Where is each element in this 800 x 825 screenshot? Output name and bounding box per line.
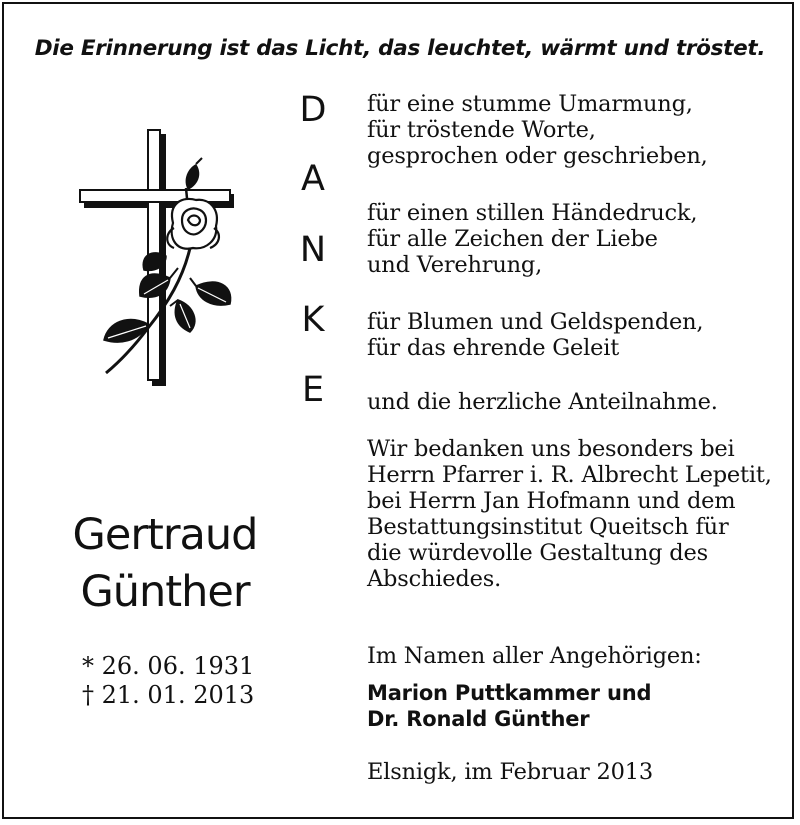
birth-date: * 26. 06. 1931 [82, 652, 255, 680]
special-thanks [367, 436, 787, 592]
thanks-line: für das ehrende Geleit [367, 335, 620, 361]
danke-letter-n: N [299, 230, 327, 270]
signature-intro: Im Namen aller Angehörigen: [367, 643, 702, 669]
danke-letter-d: D [299, 90, 327, 130]
thanks-line: für tröstende Worte, [367, 117, 596, 143]
signature-name-line: Marion Puttkammer und [367, 681, 652, 705]
thanks-line: und die herzliche Anteilnahme. [367, 389, 718, 415]
special-thanks-line: Abschiedes. [367, 566, 502, 592]
special-thanks-line: bei Herrn Jan Hofmann und dem [367, 488, 736, 514]
special-thanks-line: Bestattungsinstitut Queitsch für [367, 514, 729, 540]
deceased-last-name: Günther [80, 567, 250, 617]
thanks-line: und Verehrung, [367, 252, 543, 278]
special-thanks-line: Wir bedanken uns besonders bei [367, 436, 735, 462]
danke-letter-a: A [301, 159, 325, 199]
place-date: Elsnigk, im Februar 2013 [367, 759, 654, 785]
signature-names [367, 680, 787, 732]
thanks-paragraph-3 [367, 309, 787, 361]
danke-letter-e: E [301, 370, 325, 410]
cross-with-rose-icon [78, 128, 248, 388]
thanks-paragraph-1 [367, 91, 787, 169]
danke-letter-k: K [301, 300, 325, 340]
signature-name-line: Dr. Ronald Günther [367, 707, 590, 731]
thanks-line: für eine stumme Umarmung, [367, 91, 693, 117]
thanks-line: gesprochen oder geschrieben, [367, 143, 708, 169]
special-thanks-line: die würdevolle Gestaltung des [367, 540, 708, 566]
thanks-line: für alle Zeichen der Liebe [367, 226, 658, 252]
thanks-paragraph-4 [367, 389, 787, 415]
thanks-line: für einen stillen Händedruck, [367, 200, 698, 226]
death-date: † 21. 01. 2013 [82, 681, 255, 709]
motto: Die Erinnerung ist das Licht, das leuchtet, wärmt und tröstet. [34, 36, 766, 61]
thanks-line: für Blumen und Geldspenden, [367, 309, 704, 335]
special-thanks-line: Herrn Pfarrer i. R. Albrecht Lepetit, [367, 462, 772, 488]
deceased-first-name: Gertraud [72, 510, 258, 560]
thanks-paragraph-2 [367, 200, 787, 278]
